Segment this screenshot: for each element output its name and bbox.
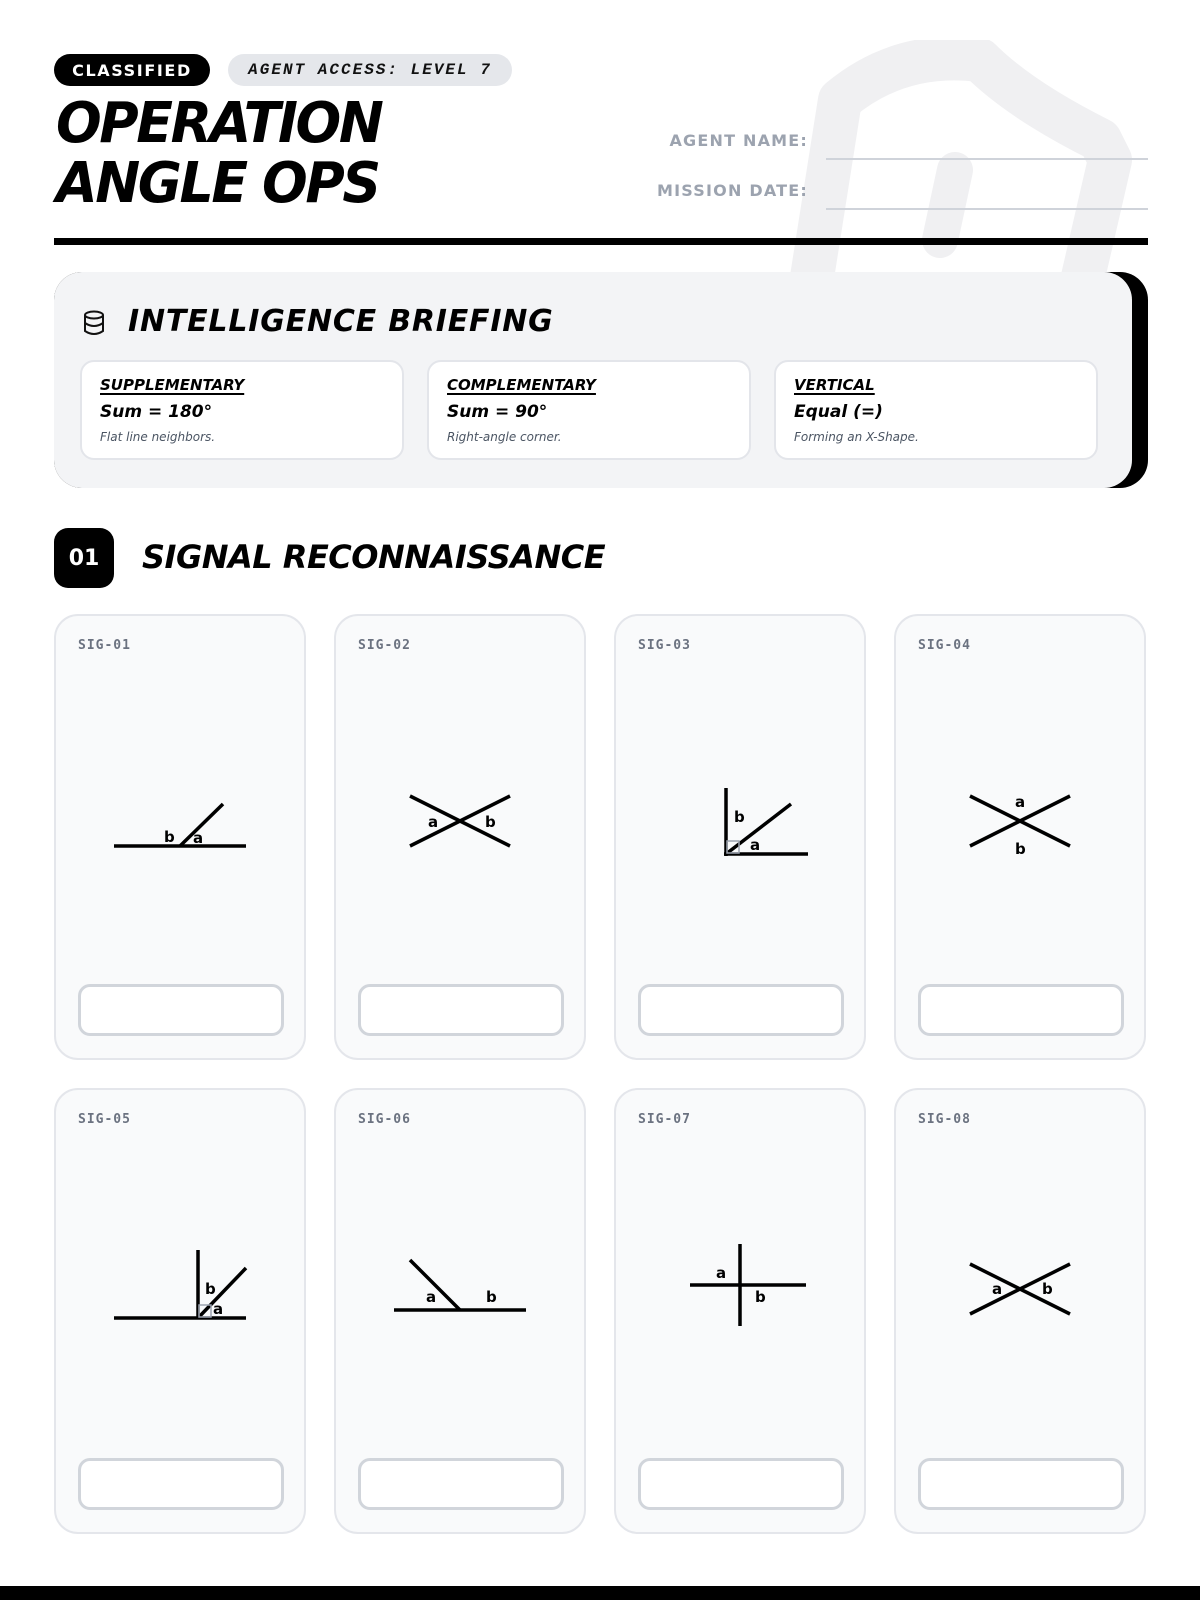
- angle-label-a: a: [750, 836, 761, 854]
- angle-label-a: a: [1015, 793, 1026, 811]
- lock-watermark-icon: [780, 40, 1160, 290]
- angle-diagram-vertical: [336, 716, 584, 966]
- angle-label-b: b: [1042, 1280, 1053, 1298]
- title-line-2: ANGLE OPS: [56, 151, 379, 216]
- signal-id: SIG-03: [638, 638, 691, 653]
- answer-input[interactable]: [358, 984, 564, 1036]
- answer-input[interactable]: [638, 1458, 844, 1510]
- angle-diagram-supplementary: [56, 716, 304, 966]
- answer-input[interactable]: [918, 984, 1124, 1036]
- signal-id: SIG-04: [918, 638, 971, 653]
- briefing-card-title: VERTICAL: [794, 376, 875, 394]
- angle-label-b: b: [486, 1288, 497, 1306]
- signal-card-3: [614, 614, 866, 1060]
- signal-id: SIG-08: [918, 1112, 971, 1127]
- access-level-badge: AGENT ACCESS: LEVEL 7: [228, 54, 512, 86]
- section-number-badge: 01: [54, 528, 114, 588]
- title-line-1: OPERATION: [56, 91, 382, 156]
- signal-id: SIG-02: [358, 638, 411, 653]
- angle-label-a: a: [992, 1280, 1003, 1298]
- agent-name-label: AGENT NAME:: [669, 131, 808, 150]
- angle-label-a: a: [213, 1300, 224, 1318]
- header-divider: [54, 238, 1148, 245]
- briefing-card-rule: Sum = 90°: [447, 402, 548, 422]
- angle-label-a: a: [428, 813, 439, 831]
- angle-label-a: a: [193, 829, 204, 847]
- angle-label-a: a: [716, 1264, 727, 1282]
- briefing-card-description: Right-angle corner.: [447, 430, 562, 444]
- briefing-title: INTELLIGENCE BRIEFING: [128, 304, 554, 339]
- signal-card-8: [894, 1088, 1146, 1534]
- signal-card-4: [894, 614, 1146, 1060]
- briefing-card-supplementary: [80, 360, 404, 460]
- signal-id: SIG-07: [638, 1112, 691, 1127]
- briefing-card-description: Forming an X-Shape.: [794, 430, 919, 444]
- briefing-card-title: SUPPLEMENTARY: [100, 376, 245, 394]
- signal-card-1: [54, 614, 306, 1060]
- angle-label-b: b: [485, 813, 496, 831]
- page-title: [56, 91, 555, 216]
- briefing-card-description: Flat line neighbors.: [100, 430, 216, 444]
- signal-id: SIG-01: [78, 638, 131, 653]
- signal-card-5: [54, 1088, 306, 1534]
- answer-input[interactable]: [78, 984, 284, 1036]
- intelligence-briefing-panel: [54, 272, 1132, 488]
- footer-bar: [0, 1586, 1200, 1600]
- briefing-card-title: COMPLEMENTARY: [447, 376, 596, 394]
- signal-card-7: [614, 1088, 866, 1534]
- signal-card-2: [334, 614, 586, 1060]
- angle-label-b: b: [205, 1280, 216, 1298]
- section-title: SIGNAL RECONNAISSANCE: [142, 538, 606, 576]
- angle-diagram-supplementary: [336, 1190, 584, 1440]
- angle-diagram-perpendicular: [616, 1190, 864, 1440]
- answer-input[interactable]: [358, 1458, 564, 1510]
- angle-diagram-vertical: [896, 716, 1144, 966]
- classified-badge: CLASSIFIED: [54, 54, 210, 86]
- answer-input[interactable]: [918, 1458, 1124, 1510]
- answer-input[interactable]: [638, 984, 844, 1036]
- angle-diagram-complementary: [616, 716, 864, 966]
- briefing-card-vertical: [774, 360, 1098, 460]
- briefing-card-complementary: [427, 360, 751, 460]
- signal-card-6: [334, 1088, 586, 1534]
- angle-label-b: b: [1015, 840, 1026, 858]
- briefing-card-rule: Sum = 180°: [100, 402, 213, 422]
- angle-diagram-vertical: [896, 1190, 1144, 1440]
- agent-name-field[interactable]: [826, 158, 1148, 160]
- angle-label-b: b: [734, 808, 745, 826]
- mission-date-label: MISSION DATE:: [657, 181, 808, 200]
- answer-input[interactable]: [78, 1458, 284, 1510]
- angle-label-a: a: [426, 1288, 437, 1306]
- angle-diagram-complementary: [56, 1190, 304, 1440]
- angle-label-b: b: [755, 1288, 766, 1306]
- signal-id: SIG-06: [358, 1112, 411, 1127]
- briefing-card-rule: Equal (=): [794, 402, 883, 422]
- signal-id: SIG-05: [78, 1112, 131, 1127]
- mission-date-field[interactable]: [826, 208, 1148, 210]
- database-icon: [82, 310, 106, 336]
- angle-label-b: b: [164, 828, 175, 846]
